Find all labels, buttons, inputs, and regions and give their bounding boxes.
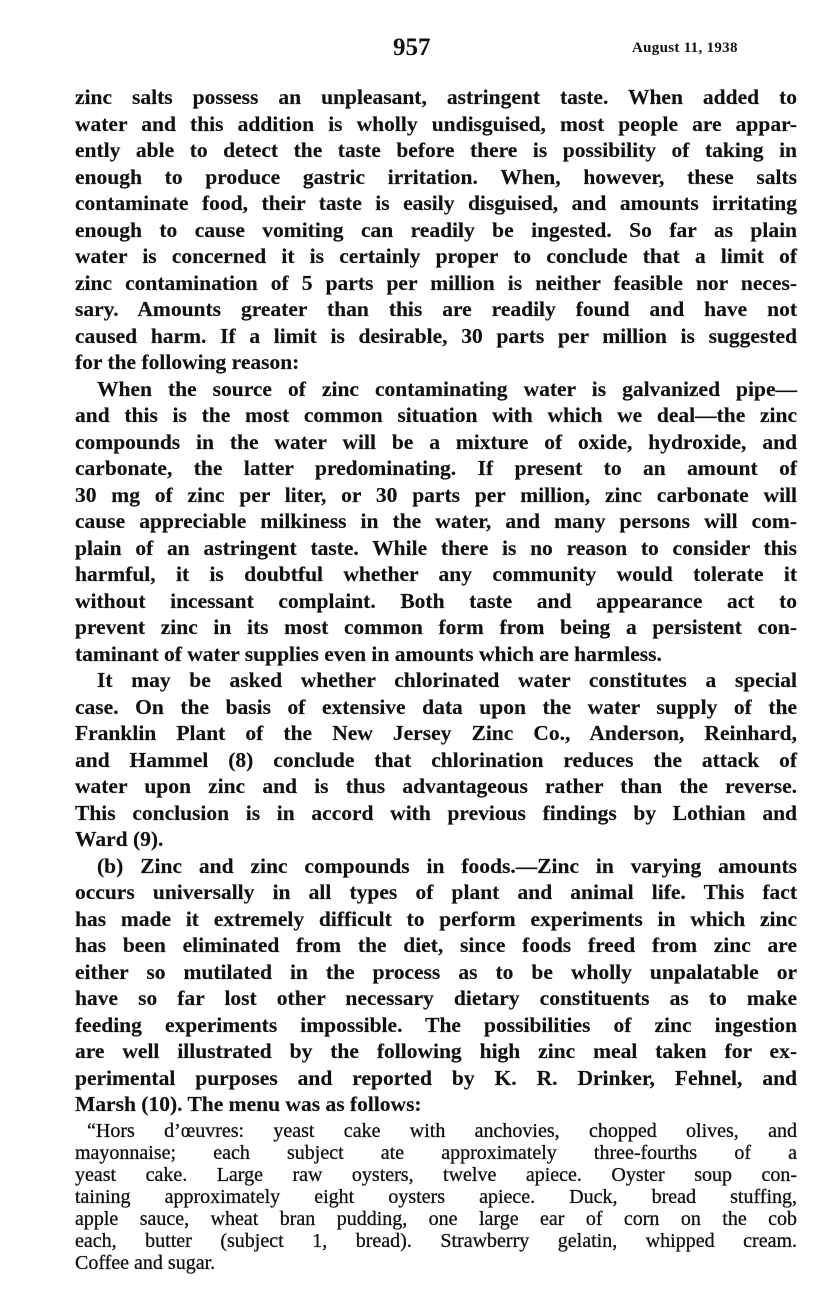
text-line: occurs universally in all types of plant and animal life. This fact	[75, 880, 797, 904]
menu-quote	[75, 1120, 797, 1274]
text-line: have so far lost other necessary dietary constituents as to make	[75, 986, 797, 1010]
text-line: This conclusion is in accord with previous findings by Lothian and	[75, 800, 797, 825]
text-line: taminant of water supplies even in amounts which are harmless.	[75, 641, 662, 666]
text-line: prevent zinc in its most common form from being a persistent con-	[75, 615, 797, 639]
text-line: water upon zinc and is thus advantageous rather than the reverse.	[75, 774, 797, 798]
text-line: cause appreciable milkiness in the water, and many persons will com-	[75, 509, 797, 533]
text-line: feeding experiments impossible. The possibilities of zinc ingestion	[75, 1012, 797, 1037]
text-line: (b) Zinc and zinc compounds in foods.—Zinc in varying amounts	[97, 853, 797, 878]
text-line: ently able to detect the taste before there is possibility of taking in	[75, 138, 797, 162]
text-line: compounds in the water will be a mixture of oxide, hydroxide, and	[75, 429, 797, 454]
text-line: has made it extremely difficult to perform experiments in which zinc	[75, 906, 797, 931]
text-line: are well illustrated by the following high zinc meal taken for ex-	[75, 1039, 797, 1063]
text-line: water and this addition is wholly undisguised, most people are appar-	[75, 111, 797, 136]
text-line: Franklin Plant of the New Jersey Zinc Co., Anderson, Reinhard,	[75, 721, 797, 745]
text-line: Marsh (10). The menu was as follows:	[75, 1092, 422, 1116]
text-line: caused harm. If a limit is desirable, 30 parts per million is suggested	[75, 323, 797, 348]
quote-line: taining approximately eight oysters apiece. Duck, bread stuffing,	[75, 1185, 797, 1208]
text-line: sary. Amounts greater than this are readily found and have not	[75, 297, 797, 321]
page-number: 957	[393, 34, 431, 61]
text-line: enough to produce gastric irritation. When, however, these salts	[75, 164, 797, 189]
quote-line: “Hors d’œuvres: yeast cake with anchovies, chopped olives, and	[87, 1119, 797, 1142]
quote-line: apple sauce, wheat bran pudding, one large ear of corn on the cob	[75, 1207, 797, 1230]
text-line: harmful, it is doubtful whether any community would tolerate it	[75, 562, 797, 586]
text-line: Ward (9).	[75, 827, 164, 851]
text-line: enough to cause vomiting can readily be ingested. So far as plain	[75, 217, 797, 242]
text-line: either so mutilated in the process as to be wholly unpalatable or	[75, 959, 797, 984]
text-line: plain of an astringent taste. While there is no reason to consider this	[75, 535, 797, 560]
text-line: has been eliminated from the diet, since foods freed from zinc are	[75, 933, 797, 957]
paragraph	[75, 84, 797, 376]
text-line: and this is the most common situation with which we deal—the zinc	[75, 403, 797, 427]
text-line: and Hammel (8) conclude that chlorination reduces the attack of	[75, 747, 797, 772]
paragraph	[75, 376, 797, 668]
paragraph	[75, 667, 797, 853]
text-line: When the source of zinc contaminating water is galvanized pipe—	[97, 376, 797, 401]
article-body	[75, 84, 797, 1274]
quote-line: each, butter (subject 1, bread). Strawberry gelatin, whipped cream.	[75, 1229, 797, 1252]
text-line: without incessant complaint. Both taste and appearance act to	[75, 588, 797, 613]
text-line: perimental purposes and reported by K. R. Drinker, Fehnel, and	[75, 1065, 797, 1090]
text-line: It may be asked whether chlorinated water constitutes a special	[97, 668, 797, 692]
text-line: zinc contamination of 5 parts per million is neither feasible nor neces-	[75, 270, 797, 295]
text-line: contaminate food, their taste is easily disguised, and amounts irritating	[75, 191, 797, 215]
quote-line: yeast cake. Large raw oysters, twelve apiece. Oyster soup con-	[75, 1163, 797, 1186]
text-line: case. On the basis of extensive data upon the water supply of the	[75, 694, 797, 719]
quote-line: mayonnaise; each subject ate approximately three-fourths of a	[75, 1141, 797, 1164]
text-line: water is concerned it is certainly proper to conclude that a limit of	[75, 244, 797, 268]
issue-date: August 11, 1938	[632, 40, 738, 56]
text-line: zinc salts possess an unpleasant, astringent taste. When added to	[75, 85, 797, 109]
text-line: carbonate, the latter predominating. If present to an amount of	[75, 456, 797, 480]
paragraph	[75, 853, 797, 1118]
quote-line: Coffee and sugar.	[75, 1251, 216, 1274]
text-line: 30 mg of zinc per liter, or 30 parts per million, zinc carbonate will	[75, 482, 797, 507]
text-line: for the following reason:	[75, 350, 300, 374]
